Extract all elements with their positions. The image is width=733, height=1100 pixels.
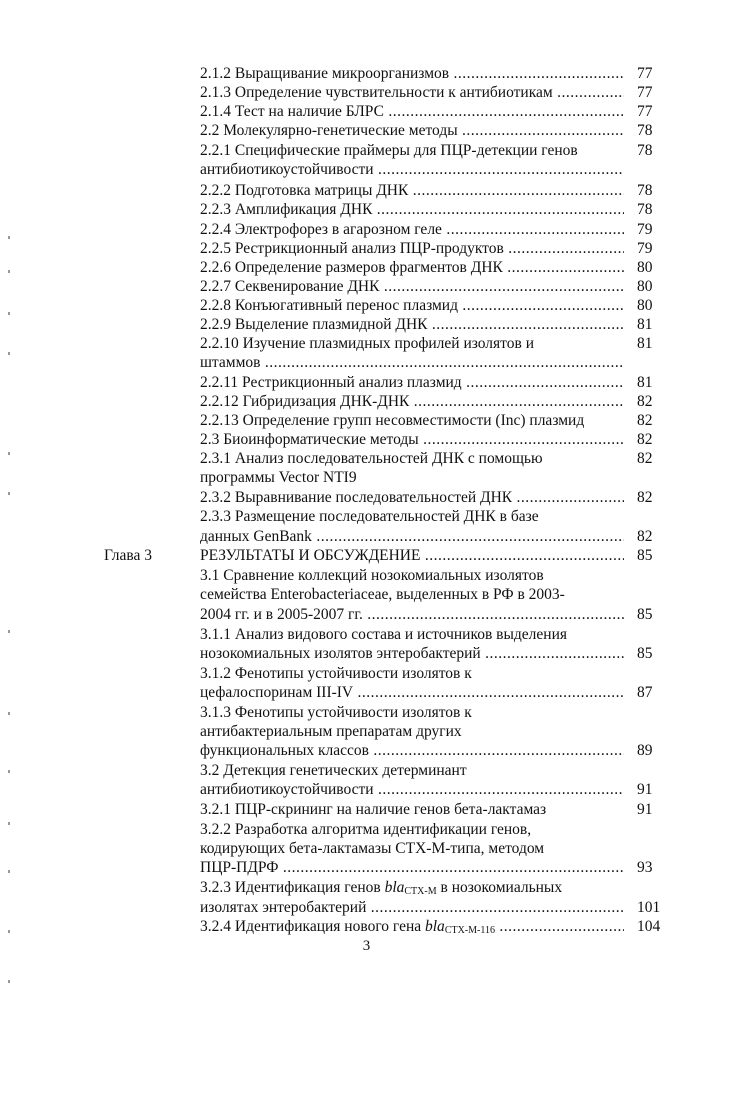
page-number: 3: [362, 938, 371, 954]
toc-entry-title-line: антибиотикоустойчивости .....: [200, 160, 624, 179]
toc-entry-page: 81: [637, 316, 653, 333]
toc-entry-page: 101: [637, 899, 661, 916]
scan-speck: [8, 630, 10, 633]
toc-entry-title: 2.3 Биоинформатические методы .....: [200, 430, 624, 449]
toc-entry-title: 2.2.9 Выделение плазмидной ДНК .....: [200, 315, 624, 334]
toc-entry-page: 80: [637, 259, 653, 276]
gene-subscript: CTX-M-116: [444, 925, 495, 936]
toc-entry-page: 82: [637, 528, 653, 545]
toc-entry-page: 80: [637, 297, 653, 314]
toc-entry-title: 2.2.7 Секвенирование ДНК .....: [200, 277, 624, 296]
toc-entry-title: РЕЗУЛЬТАТЫ И ОБСУЖДЕНИЕ .....: [200, 546, 624, 565]
toc-entry-page: 81: [637, 374, 653, 391]
title-text: 3.2.4 Идентификация нового гена: [200, 918, 425, 935]
toc-entry-page: 85: [637, 645, 653, 662]
toc-entry-title-line: 3.1.3 Фенотипы устойчивости изолятов к: [200, 704, 472, 721]
scan-speck: [8, 712, 10, 715]
toc-entry-title-line: 2.3.1 Анализ последовательностей ДНК с помощью: [200, 450, 543, 467]
toc-entry-page: 79: [637, 240, 653, 257]
toc-entry-page: 89: [637, 742, 653, 759]
toc-entry-page: 77: [637, 84, 653, 101]
toc-entry-title-line: программы Vector NTI9: [200, 469, 357, 486]
toc-entry-page: 85: [637, 547, 653, 564]
toc-entry-title: 2.2.2 Подготовка матрицы ДНК .....: [200, 181, 624, 200]
toc-entry-title: 2.2.6 Определение размеров фрагментов ДНК .....: [200, 258, 624, 277]
toc-entry-page: 77: [637, 103, 653, 120]
toc-entry-title: 2.2.11 Рестрикционный анализ плазмид .....: [200, 373, 624, 392]
gene-name: bla: [384, 879, 405, 896]
toc-entry-title-line: 3.1.1 Анализ видового состава и источников выделения: [200, 626, 567, 643]
toc-entry-title-line: данных GenBank .....: [200, 527, 624, 546]
toc-entry-title: 2.3.2 Выравнивание последовательностей ДНК .....: [200, 488, 624, 507]
gene-name: bla: [425, 918, 445, 935]
scan-speck: [8, 980, 10, 983]
toc-entry-title: 2.1.2 Выращивание микроорганизмов .....: [200, 64, 624, 83]
scan-speck: [8, 236, 10, 239]
toc-entry-title-line: семейства Enterobacteriaceae, выделенных в РФ в 2003-: [200, 586, 565, 603]
toc-entry-page: 93: [637, 859, 653, 876]
toc-entry-title-line: 3.2 Детекция генетических детерминант: [200, 762, 467, 779]
toc-entry-page: 82: [637, 450, 653, 467]
toc-entry-page: 80: [637, 278, 653, 295]
toc-entry-page: 78: [637, 201, 653, 218]
toc-entry-title: 2.2.12 Гибридизация ДНК-ДНК .....: [200, 392, 624, 411]
toc-entry-title-line: 2004 гг. и в 2005-2007 гг. .....: [200, 605, 624, 624]
gene-subscript: CTX-M: [404, 886, 437, 897]
toc-entry-title-line: 3.1 Сравнение коллекций нозокомиальных изолятов: [200, 567, 544, 584]
scan-speck: [8, 870, 10, 873]
scan-speck: [8, 492, 10, 495]
toc-entry-title-line: цефалоспоринам III-IV .....: [200, 683, 624, 702]
scan-speck: [8, 452, 10, 455]
toc-entry-title: 2.2 Молекулярно-генетические методы .....: [200, 121, 624, 140]
toc-entry-title-line: антибиотикоустойчивости .....: [200, 780, 624, 799]
toc-entry-page: 79: [637, 221, 653, 238]
toc-entry-page: 104: [637, 918, 661, 935]
toc-entry-title-line: нозокомиальных изолятов энтеробактерий .....: [200, 644, 624, 663]
toc-entry-title-line: функциональных классов .....: [200, 741, 624, 760]
scan-speck: [8, 270, 10, 273]
scan-speck: [8, 312, 10, 315]
title-text-tail: в нозокомиальных: [436, 879, 563, 896]
toc-entry-page: 78: [637, 142, 653, 159]
toc-entry-title: 2.2.5 Рестрикционный анализ ПЦР-продуктов .....: [200, 239, 624, 258]
toc-entry-page: 78: [637, 122, 653, 139]
toc-entry-title-line: кодирующих бета-лактамазы СТХ-М-типа, методом: [200, 840, 545, 857]
toc-entry-title-line: 2.2.1 Специфические праймеры для ПЦР-детекции генов: [200, 142, 578, 159]
toc-entry-title-line: [200, 917, 624, 940]
toc-entry-title: 2.1.4 Тест на наличие БЛРС .....: [200, 102, 624, 121]
toc-entry-title: 2.1.3 Определение чувствительности к антибиотикам .....: [200, 83, 624, 102]
toc-entry-title: 2.2.13 Определение групп несовместимости (Inc) плазмид: [200, 412, 585, 429]
toc-entry-page: 82: [637, 431, 653, 448]
toc-entry-page: 82: [637, 412, 653, 429]
toc-entry-title-line: штаммов .....: [200, 353, 624, 372]
toc-entry-page: 77: [637, 65, 653, 82]
toc-entry-page: 85: [637, 606, 653, 623]
toc-entry-title: 2.2.4 Электрофорез в агарозном геле .....: [200, 220, 624, 239]
scan-speck: [8, 822, 10, 825]
toc-entry-title-line: 2.3.3 Размещение последовательностей ДНК в базе: [200, 508, 539, 525]
toc-entry-title: 2.2.8 Конъюгативный перенос плазмид .....: [200, 296, 624, 315]
toc-entry-page: 78: [637, 182, 653, 199]
scan-speck: [8, 352, 10, 355]
title-text: 3.2.3 Идентификация генов: [200, 879, 385, 896]
toc-entry-title: 2.2.3 Амплификация ДНК .....: [200, 200, 624, 219]
toc-entry-page: 91: [637, 781, 653, 798]
chapter-label: Глава 3: [104, 547, 153, 564]
toc-entry-page: 81: [637, 335, 653, 352]
scan-speck: [8, 770, 10, 773]
toc-entry-title-line: антибактериальным препаратам других: [200, 723, 462, 740]
toc-entry-page: 87: [637, 684, 653, 701]
toc-entry-title-line: 3.2.2 Разработка алгоритма идентификации генов,: [200, 821, 532, 838]
toc-entry-title-line: 2.2.10 Изучение плазмидных профилей изолятов и: [200, 335, 534, 352]
toc-entry-title-line: ПЦР-ПДРФ .....: [200, 858, 624, 877]
toc-entry-title-line: 3.1.2 Фенотипы устойчивости изолятов к: [200, 665, 472, 682]
toc-entry-page: 82: [637, 393, 653, 410]
toc-entry-page: 91: [637, 801, 653, 818]
toc-entry-title-line: изолятах энтеробактерий .....: [200, 898, 624, 917]
scan-speck: [8, 930, 10, 933]
toc-entry-page: 82: [637, 489, 653, 506]
toc-entry-title: 3.2.1 ПЦР-скрининг на наличие генов бета-лактамаз: [200, 801, 547, 818]
